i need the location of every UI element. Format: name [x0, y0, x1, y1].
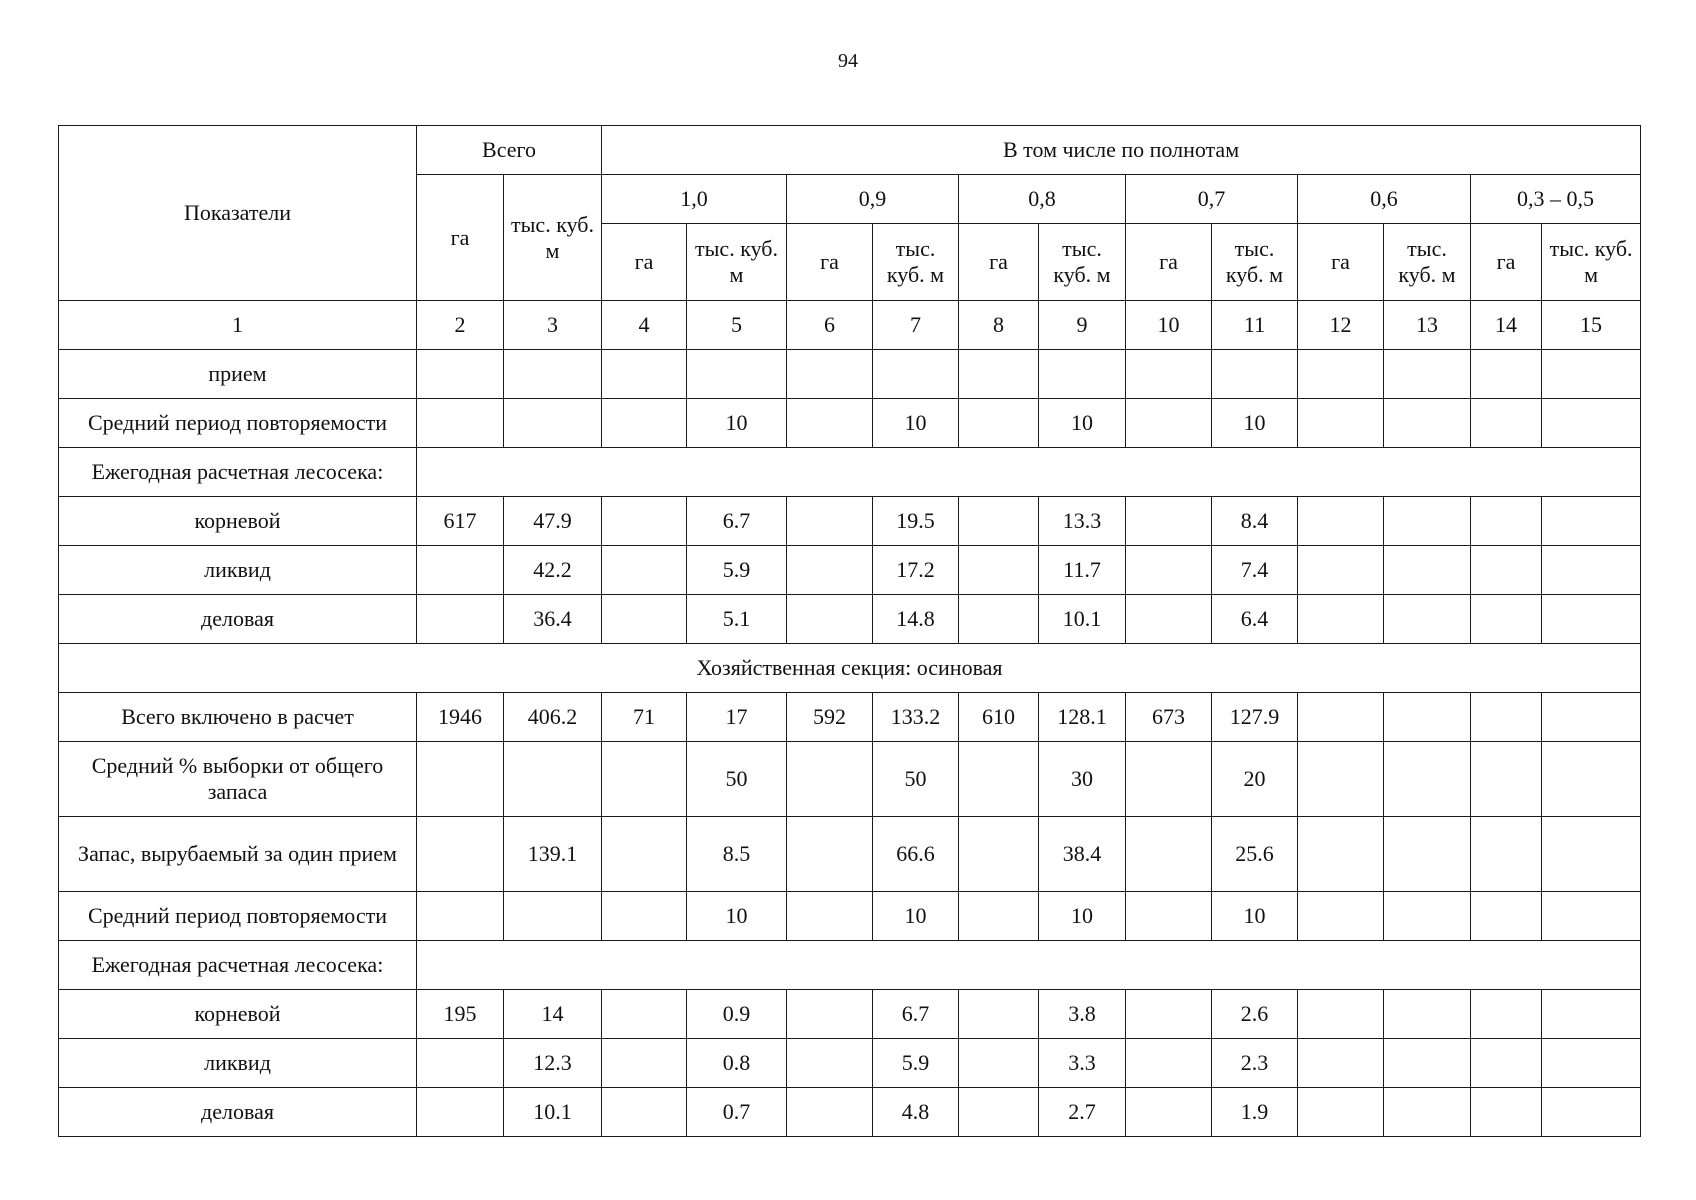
table-cell: 66.6	[873, 817, 959, 892]
table-cell: 13.3	[1039, 497, 1126, 546]
row-label: Запас, вырубаемый за один прием	[59, 817, 417, 892]
table-cell: 38.4	[1039, 817, 1126, 892]
table-cell: 0.7	[687, 1088, 787, 1137]
table-cell	[1471, 742, 1542, 817]
table-cell: 50	[687, 742, 787, 817]
table-cell: 10	[873, 399, 959, 448]
table-cell	[602, 497, 687, 546]
table-row	[59, 546, 1641, 595]
table-cell	[1471, 497, 1542, 546]
group-label: Ежегодная расчетная лесосека:	[59, 448, 417, 497]
column-number: 1	[59, 301, 417, 350]
table-cell	[1298, 546, 1384, 595]
column-number: 8	[959, 301, 1039, 350]
column-number: 11	[1212, 301, 1298, 350]
table-cell: 10	[1039, 399, 1126, 448]
table-row	[59, 1039, 1641, 1088]
table-cell	[959, 1039, 1039, 1088]
table-cell: 17	[687, 693, 787, 742]
table-row	[59, 742, 1641, 817]
header-unit-ha: га	[959, 224, 1039, 301]
table-cell	[787, 892, 873, 941]
table-cell	[602, 1039, 687, 1088]
table-cell	[1298, 990, 1384, 1039]
table-row	[59, 693, 1641, 742]
header-total-ha: га	[417, 175, 504, 301]
table-cell	[1384, 817, 1471, 892]
table-cell	[1298, 497, 1384, 546]
table-cell	[959, 497, 1039, 546]
table-cell	[1298, 595, 1384, 644]
table-cell	[1384, 1039, 1471, 1088]
table-cell	[959, 546, 1039, 595]
row-label: деловая	[59, 595, 417, 644]
table-cell: 20	[1212, 742, 1298, 817]
table-cell: 17.2	[873, 546, 959, 595]
table-cell	[602, 742, 687, 817]
row-label: Средний % выборки от общего запаса	[59, 742, 417, 817]
table-cell: 14	[504, 990, 602, 1039]
table-cell: 6.7	[873, 990, 959, 1039]
table-cell	[787, 990, 873, 1039]
table-cell	[787, 497, 873, 546]
table-cell: 3.3	[1039, 1039, 1126, 1088]
table-row	[59, 595, 1641, 644]
table-cell	[959, 742, 1039, 817]
table-cell	[1126, 595, 1212, 644]
table-cell: 12.3	[504, 1039, 602, 1088]
table-cell	[1384, 1088, 1471, 1137]
table-cell	[787, 1039, 873, 1088]
table-cell	[787, 817, 873, 892]
empty-span-cell	[417, 448, 1641, 497]
table-cell: 673	[1126, 693, 1212, 742]
table-cell: 617	[417, 497, 504, 546]
table-cell	[1384, 595, 1471, 644]
group-header-row	[59, 941, 1641, 990]
table-cell	[1298, 693, 1384, 742]
table-cell	[504, 742, 602, 817]
table-cell: 406.2	[504, 693, 602, 742]
table-cell	[687, 350, 787, 399]
column-number: 15	[1542, 301, 1641, 350]
table-cell: 47.9	[504, 497, 602, 546]
table-cell	[1384, 350, 1471, 399]
table-cell	[1126, 1088, 1212, 1137]
table-cell	[1384, 497, 1471, 546]
table-cell	[1298, 1088, 1384, 1137]
table-cell	[1542, 399, 1641, 448]
table-cell	[787, 742, 873, 817]
header-unit-volume: тыс. куб. м	[1542, 224, 1641, 301]
table-cell	[602, 350, 687, 399]
table-row	[59, 990, 1641, 1039]
table-cell: 10	[1212, 892, 1298, 941]
header-unit-ha: га	[1298, 224, 1384, 301]
table-row	[59, 497, 1641, 546]
table-cell	[1126, 546, 1212, 595]
table-cell: 50	[873, 742, 959, 817]
header-density-0-6: 0,6	[1298, 175, 1471, 224]
table-cell: 8.4	[1212, 497, 1298, 546]
section-title: Хозяйственная секция: осиновая	[59, 644, 1641, 693]
table-cell: 2.6	[1212, 990, 1298, 1039]
table-cell: 5.9	[687, 546, 787, 595]
table-cell: 14.8	[873, 595, 959, 644]
table-cell: 6.7	[687, 497, 787, 546]
table-cell	[417, 595, 504, 644]
header-density-0-3-0-5: 0,3 – 0,5	[1471, 175, 1641, 224]
table-row	[59, 817, 1641, 892]
table-cell	[1126, 497, 1212, 546]
table-cell	[1542, 350, 1641, 399]
table-cell	[602, 892, 687, 941]
table-cell: 25.6	[1212, 817, 1298, 892]
table-cell: 610	[959, 693, 1039, 742]
row-label: Всего включено в расчет	[59, 693, 417, 742]
table-cell: 7.4	[1212, 546, 1298, 595]
table-cell	[1126, 742, 1212, 817]
table-cell	[417, 817, 504, 892]
table-cell	[959, 350, 1039, 399]
row-label: Средний период повторяемости	[59, 399, 417, 448]
table-cell: 36.4	[504, 595, 602, 644]
column-number: 7	[873, 301, 959, 350]
table-cell	[1471, 1088, 1542, 1137]
header-density-0-9: 0,9	[787, 175, 959, 224]
row-label: ликвид	[59, 546, 417, 595]
table-cell: 10.1	[504, 1088, 602, 1137]
table-cell	[602, 1088, 687, 1137]
table-cell	[602, 990, 687, 1039]
row-label: прием	[59, 350, 417, 399]
header-unit-volume: тыс. куб. м	[1384, 224, 1471, 301]
table-cell	[1212, 350, 1298, 399]
table-cell: 1946	[417, 693, 504, 742]
table-cell	[1542, 1039, 1641, 1088]
table-cell	[1384, 399, 1471, 448]
header-density-0-7: 0,7	[1126, 175, 1298, 224]
table-cell: 133.2	[873, 693, 959, 742]
table-cell	[1471, 399, 1542, 448]
column-number: 10	[1126, 301, 1212, 350]
table-cell	[873, 350, 959, 399]
forest-harvest-table	[58, 125, 1641, 1137]
header-unit-ha: га	[1471, 224, 1542, 301]
table-cell: 10	[687, 399, 787, 448]
header-unit-volume: тыс. куб. м	[873, 224, 959, 301]
row-label: корневой	[59, 497, 417, 546]
header-unit-volume: тыс. куб. м	[1212, 224, 1298, 301]
table-cell	[1471, 892, 1542, 941]
table-cell	[959, 817, 1039, 892]
table-cell	[1542, 693, 1641, 742]
table-cell	[959, 595, 1039, 644]
table-cell	[1542, 546, 1641, 595]
table-cell	[417, 1088, 504, 1137]
table-cell: 139.1	[504, 817, 602, 892]
table-cell	[787, 546, 873, 595]
table-cell	[602, 546, 687, 595]
table-cell	[1298, 817, 1384, 892]
header-density-0-8: 0,8	[959, 175, 1126, 224]
column-number: 5	[687, 301, 787, 350]
group-label: Ежегодная расчетная лесосека:	[59, 941, 417, 990]
header-total-volume: тыс. куб. м	[504, 175, 602, 301]
section-header-row	[59, 644, 1641, 693]
table-cell	[1384, 892, 1471, 941]
table-cell	[959, 892, 1039, 941]
table-cell	[1298, 742, 1384, 817]
table-cell	[1039, 350, 1126, 399]
group-header-row	[59, 448, 1641, 497]
table-cell	[959, 1088, 1039, 1137]
table-cell	[417, 742, 504, 817]
row-label: деловая	[59, 1088, 417, 1137]
table-cell: 6.4	[1212, 595, 1298, 644]
table-cell	[1126, 817, 1212, 892]
table-row	[59, 399, 1641, 448]
table-row	[59, 350, 1641, 399]
table-cell	[1126, 350, 1212, 399]
column-number: 6	[787, 301, 873, 350]
table-cell: 71	[602, 693, 687, 742]
table-cell	[1126, 892, 1212, 941]
table-cell: 0.8	[687, 1039, 787, 1088]
table-cell	[417, 350, 504, 399]
column-number: 9	[1039, 301, 1126, 350]
table-row	[59, 1088, 1641, 1137]
table-cell	[1471, 990, 1542, 1039]
table-cell: 3.8	[1039, 990, 1126, 1039]
table-cell	[787, 1088, 873, 1137]
table-cell	[1471, 350, 1542, 399]
row-label: корневой	[59, 990, 417, 1039]
table-cell: 128.1	[1039, 693, 1126, 742]
column-number: 12	[1298, 301, 1384, 350]
table-cell	[1298, 892, 1384, 941]
table-cell	[417, 399, 504, 448]
table-cell	[1384, 546, 1471, 595]
table-cell	[1542, 990, 1641, 1039]
table-cell	[1542, 817, 1641, 892]
empty-span-cell	[417, 941, 1641, 990]
table-cell	[787, 350, 873, 399]
table-cell	[1298, 399, 1384, 448]
table-cell	[1384, 990, 1471, 1039]
table-cell: 592	[787, 693, 873, 742]
header-unit-ha: га	[1126, 224, 1212, 301]
column-number: 14	[1471, 301, 1542, 350]
table-cell: 195	[417, 990, 504, 1039]
table-cell	[1126, 1039, 1212, 1088]
table-cell	[1471, 1039, 1542, 1088]
table-cell: 10	[1039, 892, 1126, 941]
table-cell	[1542, 892, 1641, 941]
table-cell: 30	[1039, 742, 1126, 817]
table-cell	[959, 399, 1039, 448]
header-unit-volume: тыс. куб. м	[687, 224, 787, 301]
table-cell: 11.7	[1039, 546, 1126, 595]
table-cell: 10	[1212, 399, 1298, 448]
table-cell: 10	[873, 892, 959, 941]
table-cell	[1542, 742, 1641, 817]
table-cell	[1471, 595, 1542, 644]
column-number: 3	[504, 301, 602, 350]
page-number: 94	[838, 50, 858, 72]
table-cell	[602, 399, 687, 448]
table-cell: 19.5	[873, 497, 959, 546]
table-cell: 5.9	[873, 1039, 959, 1088]
table-cell: 10	[687, 892, 787, 941]
table-cell	[1471, 693, 1542, 742]
table-cell: 2.3	[1212, 1039, 1298, 1088]
header-indicators: Показатели	[59, 126, 417, 301]
header-unit-ha: га	[787, 224, 873, 301]
table-cell: 42.2	[504, 546, 602, 595]
table-cell	[787, 595, 873, 644]
table-cell	[417, 1039, 504, 1088]
table-cell	[1471, 546, 1542, 595]
table-cell	[602, 817, 687, 892]
table-cell	[1542, 497, 1641, 546]
table-cell	[602, 595, 687, 644]
table-cell: 2.7	[1039, 1088, 1126, 1137]
table-cell	[1384, 742, 1471, 817]
table-cell	[1298, 350, 1384, 399]
table-cell	[1384, 693, 1471, 742]
header-total: Всего	[417, 126, 602, 175]
header-unit-volume: тыс. куб. м	[1039, 224, 1126, 301]
column-number: 4	[602, 301, 687, 350]
table-cell	[787, 399, 873, 448]
header-density-1-0: 1,0	[602, 175, 787, 224]
table-cell	[1126, 399, 1212, 448]
table-cell	[1298, 1039, 1384, 1088]
table-cell	[504, 399, 602, 448]
column-number: 13	[1384, 301, 1471, 350]
table-cell	[1542, 595, 1641, 644]
table-cell: 4.8	[873, 1088, 959, 1137]
column-number: 2	[417, 301, 504, 350]
table-cell	[417, 546, 504, 595]
table-cell	[417, 892, 504, 941]
table-cell	[1471, 817, 1542, 892]
header-unit-ha: га	[602, 224, 687, 301]
column-numbers-row	[59, 301, 1641, 350]
header-by-density: В том числе по полнотам	[602, 126, 1641, 175]
table-row	[59, 892, 1641, 941]
header-row-1	[59, 126, 1641, 175]
table-cell: 0.9	[687, 990, 787, 1039]
table-cell: 1.9	[1212, 1088, 1298, 1137]
table-cell	[1126, 990, 1212, 1039]
table-cell: 5.1	[687, 595, 787, 644]
row-label: Средний период повторяемости	[59, 892, 417, 941]
table-cell: 10.1	[1039, 595, 1126, 644]
row-label: ликвид	[59, 1039, 417, 1088]
table-cell: 8.5	[687, 817, 787, 892]
table-cell	[504, 350, 602, 399]
table-cell	[1542, 1088, 1641, 1137]
table-cell	[504, 892, 602, 941]
table-cell	[959, 990, 1039, 1039]
table-cell: 127.9	[1212, 693, 1298, 742]
